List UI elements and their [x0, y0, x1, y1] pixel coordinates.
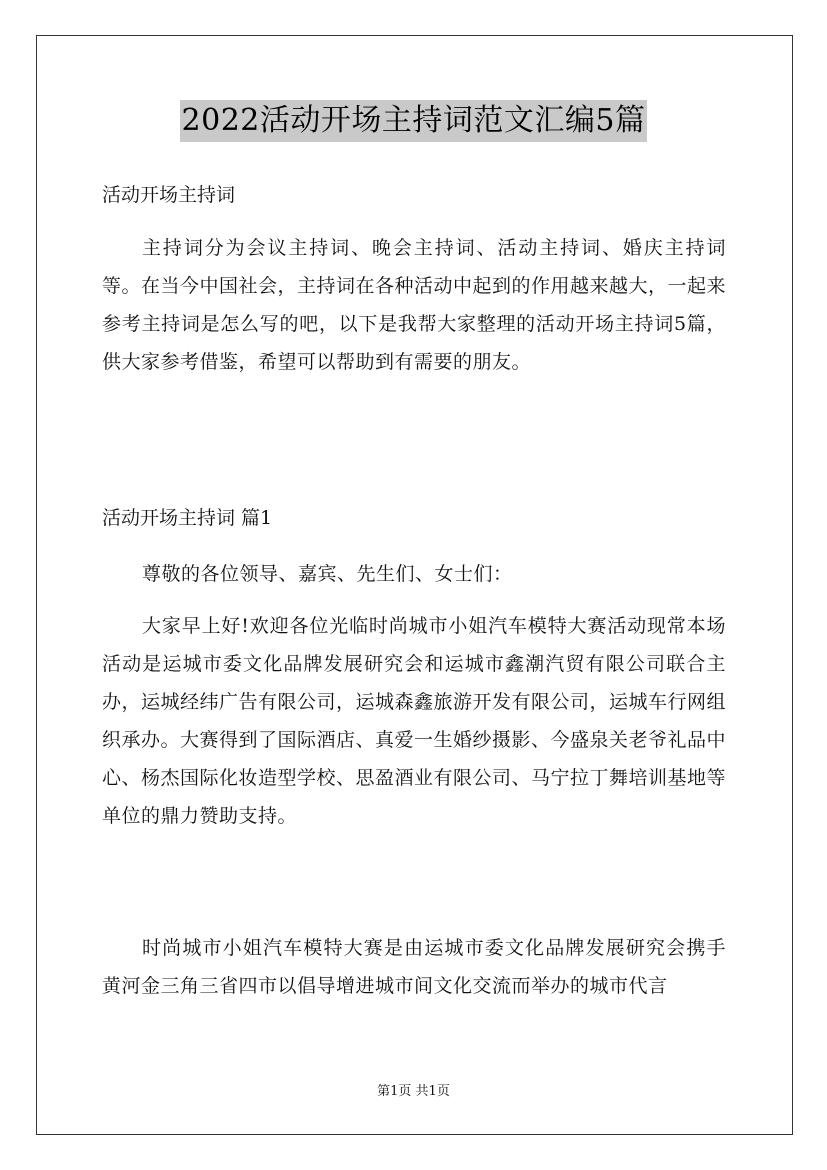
page-number-footer: 第1页 共1页 [377, 1084, 450, 1099]
section1-paragraph-intro: 时尚城市小姐汽车模特大赛是由运城市委文化品牌发展研究会携手黄河金三角三省四市以倡导增进城市间文化交流而举办的城市代言 [102, 937, 726, 997]
section1-paragraph-welcome: 大家早上好!欢迎各位光临时尚城市小姐汽车模特大赛活动现常本场活动是运城市委文化品牌发展研究会和运城市鑫潮汽贸有限公司联合主办，运城经纬广告有限公司，运城森鑫旅游开发有限公司，运城车行网组织承办。大赛得到了国际酒店、真爱一生婚纱摄影、今盛泉关老爷礼品中心、杨杰国际化妆造型学校、思盈酒业有限公司、马宁拉丁舞培训基地等单位的鼎力赞助支持。 [102, 615, 727, 827]
intro-heading: 活动开场主持词 [102, 184, 236, 206]
title-wrapper [0, 100, 827, 142]
section1-heading: 活动开场主持词 篇1 [102, 507, 273, 529]
section1-salutation: 尊敬的各位领导、嘉宾、先生们、女士们： [142, 563, 513, 585]
intro-paragraph: 主持词分为会议主持词、晚会主持词、活动主持词、婚庆主持词等。在当今中国社会，主持词在各种活动中起到的作用越来越大，一起来参考主持词是怎么写的吧，以下是我帮大家整理的活动开场主持词5篇，供大家参考借鉴，希望可以帮助到有需要的朋友。 [102, 237, 727, 373]
document-title: 2022活动开场主持词范文汇编5篇 [180, 100, 648, 142]
